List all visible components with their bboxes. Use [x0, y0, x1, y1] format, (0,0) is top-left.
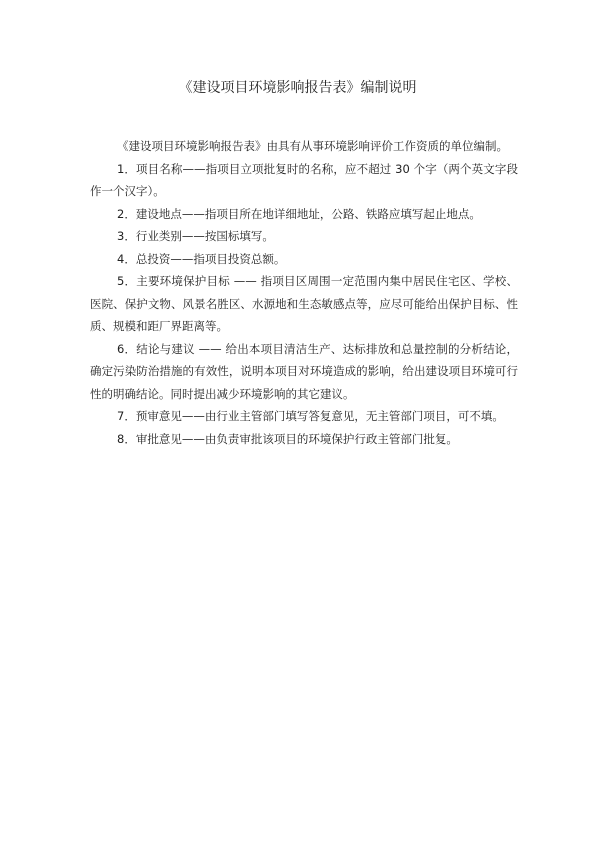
document-body: [90, 135, 518, 450]
item-project-name: 1．项目名称——指项目立项批复时的名称，应不超过 30 个字（两个英文字段作一个汉字）。: [90, 161, 518, 198]
item-conclusion-suggestions: 6．结论与建议 —— 给出本项目清洁生产、达标排放和总量控制的分析结论，确定污染防治措施的有效性，说明本项目对环境造成的影响，给出建设项目环境可行性的明确结论。同时提出减少环境影响的其它建议。: [90, 341, 518, 401]
document-title: 《建设项目环境影响报告表》编制说明: [178, 80, 417, 96]
item-protection-targets: 5．主要环境保护目标 —— 指项目区周围一定范围内集中居民住宅区、学校、医院、保护文物、风景名胜区、水源地和生态敏感点等，应尽可能给出保护目标、性质、规模和距厂界距离等。: [90, 274, 518, 333]
item-construction-site: 2．建设地点——指项目所在地详细地址，公路、铁路应填写起止地点。: [117, 206, 481, 221]
intro-paragraph: 《建设项目环境影响报告表》由具有从事环境影响评价工作资质的单位编制。: [117, 139, 508, 153]
item-approval-opinion: 8．审批意见——由负责审批该项目的环境保护行政主管部门批复。: [117, 431, 458, 446]
item-total-investment: 4．总投资——指项目投资总额。: [117, 251, 286, 266]
item-preliminary-review: 7．预审意见——由行业主管部门填写答复意见，无主管部门项目，可不填。: [117, 409, 504, 423]
item-industry-category: 3．行业类别——按国标填写。: [117, 229, 274, 243]
